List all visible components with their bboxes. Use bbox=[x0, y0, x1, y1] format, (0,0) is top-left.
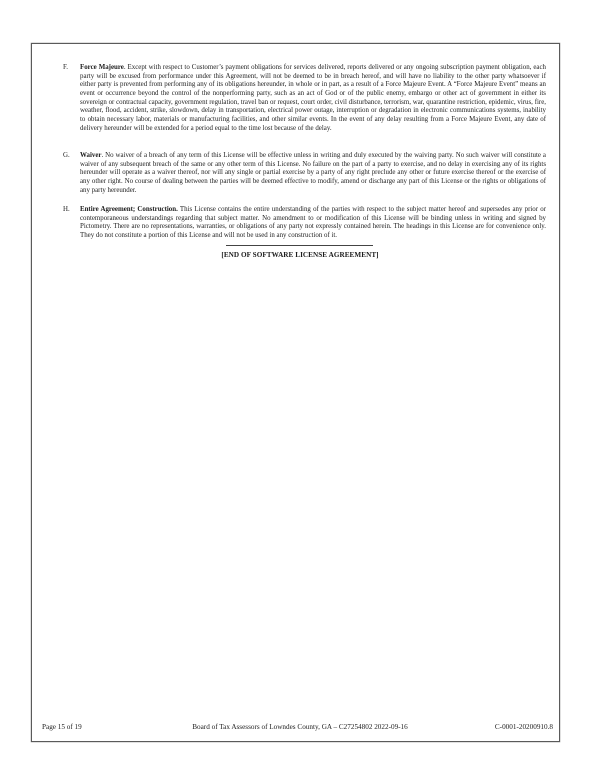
page-border bbox=[31, 43, 560, 742]
section-letter: H. bbox=[63, 206, 70, 213]
section-body bbox=[80, 64, 546, 133]
footer-page-number: Page 15 of 19 bbox=[42, 723, 82, 731]
section-entire-agreement bbox=[63, 206, 546, 241]
section-heading: Waiver bbox=[80, 152, 102, 159]
section-body bbox=[80, 152, 546, 195]
section-text: This License contains the entire understanding of the parties with respect to the subject matter hereof and supersedes any prior or contemporaneous understandings regarding that subject matter. No amendment to or modification of this License will be binding unless in writing and signed by Pictometry. There are no representations, warranties, or obligations of any party not expressly contained herein. The headings in this License are for convenience only. They do not constitute a portion of this License and will not be used in any construction of it. bbox=[80, 206, 546, 239]
section-letter: G. bbox=[63, 152, 70, 159]
footer-document-id: C-0001-20200910.8 bbox=[494, 723, 553, 731]
section-heading: Entire Agreement; Construction. bbox=[80, 206, 178, 213]
end-of-agreement-marker: [END OF SOFTWARE LICENSE AGREEMENT] bbox=[221, 251, 379, 259]
section-heading: Force Majeure bbox=[80, 64, 124, 71]
section-text: . No waiver of a breach of any term of this License will be effective unless in writing and duly executed by the waiving party. No such waiver will constitute a waiver of any subsequent breach of the same or any other term of this License. No failure on the part of a party to exercise, and no delay in exercising any of its rights hereunder will operate as a waiver thereof, nor will any single or partial exercise by a party of any right preclude any other or future exercise thereof or the exercise of any other right. No course of dealing between the parties will be deemed effective to modify, amend or discharge any part of this License or the rights or obligations of any party hereunder. bbox=[80, 152, 546, 194]
section-waiver bbox=[63, 152, 546, 195]
footer-center-text: Board of Tax Assessors of Lowndes County, GA – C27254802 2022-09-16 bbox=[192, 723, 408, 731]
section-letter: F. bbox=[63, 64, 69, 71]
section-text: . Except with respect to Customer’s payment obligations for services delivered, reports delivered or any ongoing subscription payment obligation, each party will be excused from performance under this Agreement, will not be deemed to be in breach hereof, and will have no liability to the other party whatsoever if either party is prevented from performing any of its obligations hereunder, in whole or in part, as a result of a Force Majeure Event. A “Force Majeure Event” means an event or occurrence beyond the control of the nonperforming party, such as an act of God or of the public enemy, embargo or other act of government in either its sovereign or contractual capacity, government regulation, travel ban or request, court order, civil disturbance, terrorism, war, quarantine restriction, epidemic, virus, fire, weather, flood, accident, strike, slowdown, delay in transportation, electrical power outage, interruption or degradation in electronic communications systems, inability to obtain necessary labor, materials or manufacturing facilities, and other similar events. In the event of any delay resulting from a Force Majeure Event, any date of delivery hereunder will be extended for a period equal to the time lost because of the delay. bbox=[80, 64, 546, 132]
section-body bbox=[80, 206, 546, 241]
end-separator-line bbox=[226, 245, 373, 246]
section-force-majeure bbox=[63, 64, 546, 133]
